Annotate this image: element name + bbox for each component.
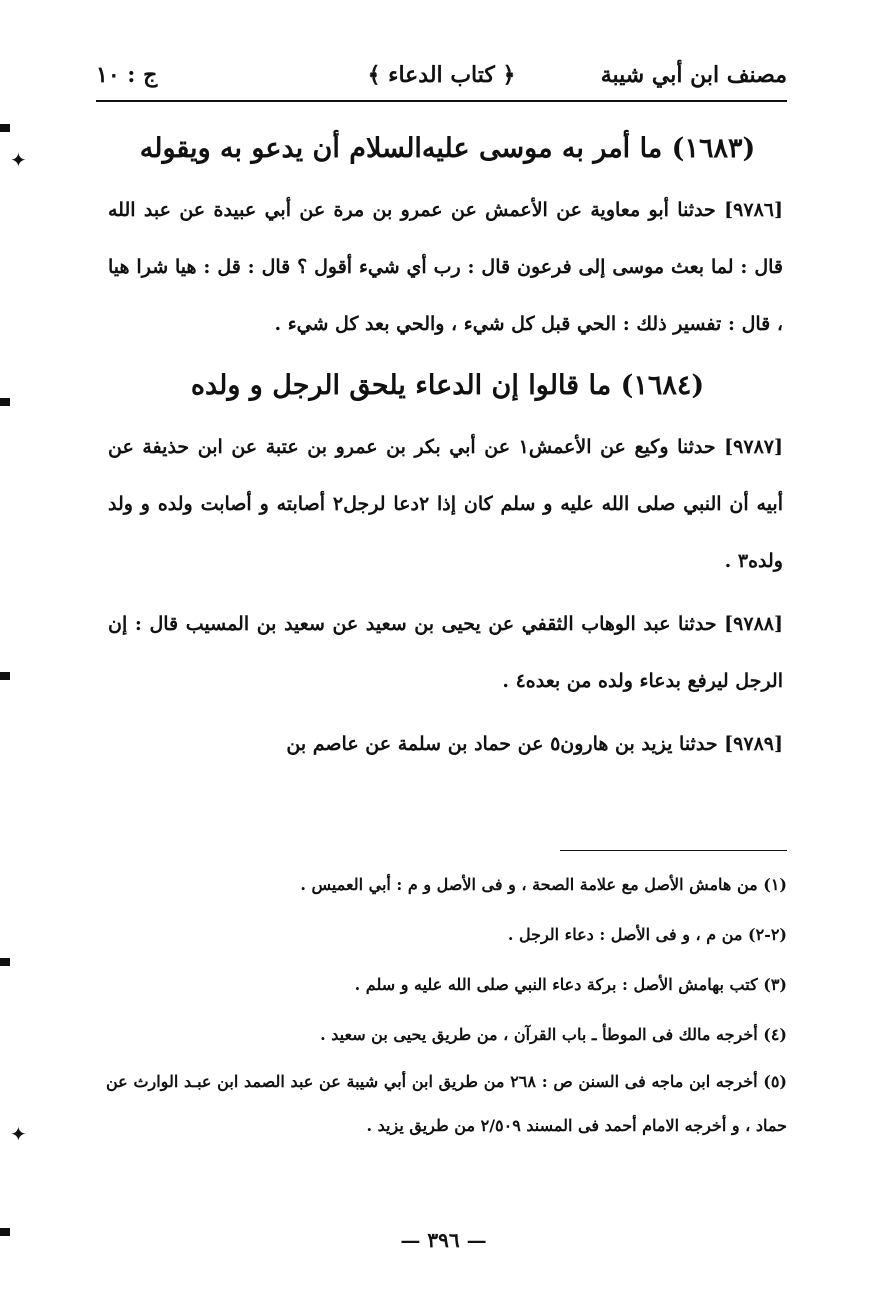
header-chapter-title: ﴿ كتاب الدعاء ﴾ [367, 62, 516, 88]
footnotes [106, 860, 787, 1148]
header-volume: ج : ١٠ [96, 62, 158, 88]
footnote: (٤) أخرجه مالك فى الموطأ ـ باب القرآن ، من طريق يحيى بن سعيد . [320, 1025, 787, 1044]
footnote: (٢-٢) من م ، و فى الأصل : دعاء الرجل . [507, 925, 787, 944]
margin-star-icon: ✦ [10, 148, 27, 172]
margin-mark [0, 958, 10, 966]
margin-mark [0, 398, 10, 406]
footnote: (١) من هامش الأصل مع علامة الصحة ، و فى الأصل و م : أبي العميس . [300, 875, 787, 894]
footnote: (٣) كتب بهامش الأصل : بركة دعاء النبي صلى الله عليه و سلم . [354, 975, 787, 994]
running-header [96, 52, 787, 98]
hadith-paragraph: [٩٧٨٨] حدثنا عبد الوهاب الثقفي عن يحيى بن سعيد عن سعيد بن المسيب قال : إن الرجل ليرفع بدعاء ولده من بعده٤ . [108, 613, 783, 692]
section-heading: (١٦٨٣) ما أمر به موسى عليه‌السلام أن يدعو به ويقوله [139, 133, 756, 164]
section-heading: (١٦٨٤) ما قالوا إن الدعاء يلحق الرجل و ولده [190, 370, 705, 401]
margin-star-icon: ✦ [10, 1122, 27, 1146]
hadith-paragraph: [٩٧٨٧] حدثنا وكيع عن الأعمش١ عن أبي بكر بن عمرو بن عتبة عن ابن حذيفة عن أبيه أن النبي صلى الله عليه و سلم كان إذا ٢دعا لرجل٢ أصابته و أصابت ولده و ولد ولده٣ . [108, 436, 783, 572]
margin-mark [0, 672, 10, 680]
margin-mark [0, 124, 10, 132]
footnote-rule [560, 850, 787, 851]
hadith-paragraph: [٩٧٨٩] حدثنا يزيد بن هارون٥ عن حماد بن سلمة عن عاصم بن [286, 733, 783, 755]
header-book-title: مصنف ابن أبي شيبة [600, 62, 787, 88]
hadith-paragraph: [٩٧٨٦] حدثنا أبو معاوية عن الأعمش عن عمرو بن مرة عن أبي عبيدة عن عبد الله قال : لما بعث موسى إلى فرعون قال : رب أي شيء أقول ؟ قال : قل : هيا شرا هيا ، قال : تفسير ذلك : الحي قبل كل شيء ، والحي بعد كل شيء . [108, 199, 783, 335]
header-rule [96, 100, 787, 102]
margin-mark [0, 1228, 10, 1236]
footnote: (٥) أخرجه ابن ماجه فى السنن ص : ٢٦٨ من طريق ابن أبي شيبة عن عبد الصمد ابن عبـد الوارث عن حماد ، و أخرجه الامام أحمد فى المسند ٢/٥٠٩ من طريق يزيد . [106, 1072, 787, 1135]
page-number: — ٣٩٦ — [400, 1228, 487, 1252]
main-text [108, 116, 787, 773]
